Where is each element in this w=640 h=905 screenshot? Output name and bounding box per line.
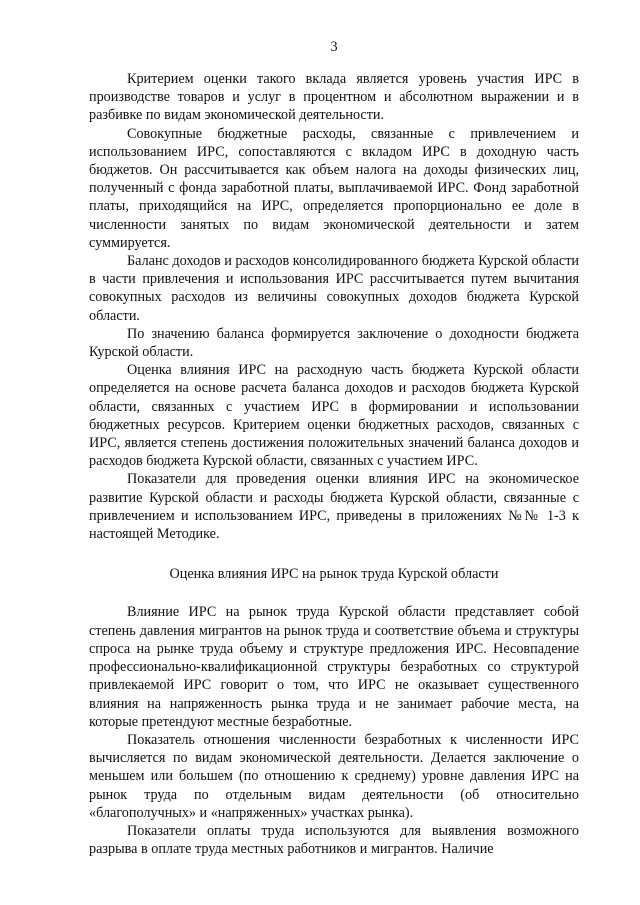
paragraph-profitability-conclusion: По значению баланса формируется заключение о доходности бюджета Курской области. xyxy=(89,325,579,361)
paragraph-expenditure-impact: Оценка влияния ИРС на расходную часть бюджета Курской области определяется на основе расчета баланса доходов и расходов бюджета Курской области, связанных с участием ИРС в формировании и использовании бюджетных ресурсов. Критерием оценки бюджетных расходов, связанных с ИРС, является степень достижения положительных значений баланса доходов и расходов бюджета Курской области, связанных с участием ИРС. xyxy=(89,362,579,470)
paragraph-wage-indicators: Показатели оплаты труда используются для выявления возможного разрыва в оплате труда местных работников и мигрантов. Наличие xyxy=(89,822,579,858)
page-number: 3 xyxy=(330,39,338,55)
paragraph-budget-expenses: Совокупные бюджетные расходы, связанные с привлечением и использованием ИРС, сопоставляются с вкладом ИРС в доходную часть бюджетов. Он рассчитывается как объем налога на доходы физических лиц, полученный с фонда заработной платы, выплачиваемой ИРС. Фонд заработной платы, приходящийся на ИРС, определяется пропорционально ее доле в численности занятых по видам экономической деятельности и затем суммируется. xyxy=(89,125,579,251)
paragraph-budget-balance: Баланс доходов и расходов консолидированного бюджета Курской области в части привлечения и использования ИРС рассчитывается путем вычитания совокупных расходов из величины совокупных доходов бюджета Курской области. xyxy=(89,253,579,324)
section-heading: Оценка влияния ИРС на рынок труда Курской области xyxy=(169,566,499,583)
paragraph-contribution-criterion: Критерием оценки такого вклада является уровень участия ИРС в производстве товаров и услуг в процентном и абсолютном выражении и в разбивке по видам экономической деятельности. xyxy=(89,71,579,124)
paragraph-unemployed-ratio: Показатель отношения численности безработных к численности ИРС вычисляется по видам экономической деятельности. Делается заключение о меньшем или большем (по отношению к среднему) уровне давления ИРС на рынок труда по отдельным видам деятельности (об относительно «благополучных» и «напряженных» участках рынка). xyxy=(89,731,579,821)
paragraph-labor-market-impact: Влияние ИРС на рынок труда Курской области представляет собой степень давления мигрантов на рынок труда и соответствие объема и структуры спроса на рынке труда объему и структуре предложения ИРС. Несовпадение профессионально-квалификационной структуры безработных со структурой привлекаемой ИРС говорит о том, что ИРС не оказывает существенного влияния на напряженность рынка труда и не занимает рабочие места, на которые претендуют местные безработные. xyxy=(89,604,579,730)
paragraph-indicators-appendix: Показатели для проведения оценки влияния ИРС на экономическое развитие Курской области и расходы бюджета Курской области, связанные с привлечением и использованием ИРС, приведены в приложениях №№ 1-3 к настоящей Методике. xyxy=(89,471,579,543)
